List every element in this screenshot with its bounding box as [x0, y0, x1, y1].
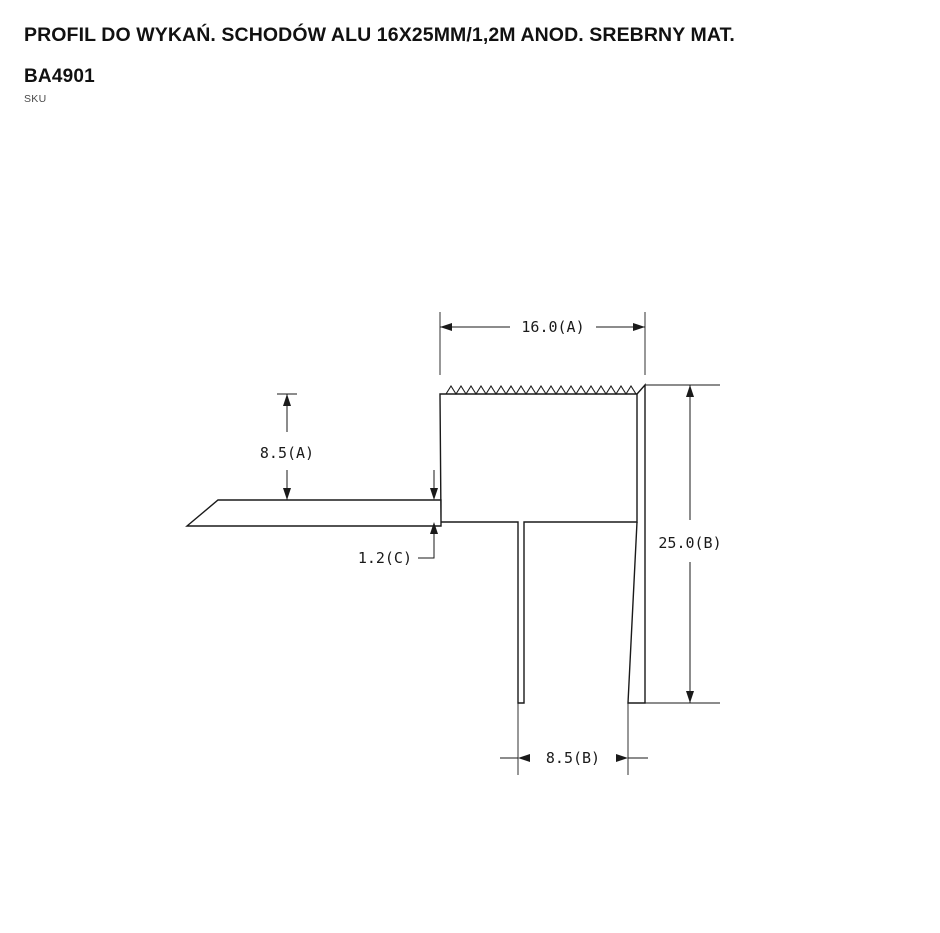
dimension-label-top-width: 16.0(A): [521, 318, 585, 336]
profile-outline: [187, 385, 645, 703]
dimension-label-thickness: 1.2(C): [357, 549, 412, 567]
page-title: PROFIL DO WYKAŃ. SCHODÓW ALU 16X25MM/1,2M ANOD. SREBRNY MAT.: [24, 24, 735, 46]
extension-lines: [285, 312, 720, 775]
serrated-surface: [446, 386, 636, 394]
dimension-label-right-height: 25.0(B): [658, 534, 722, 552]
dimension-label-bottom-width: 8.5(B): [545, 749, 601, 767]
profile-cross-section-svg: [0, 170, 940, 910]
dimension-thickness: [418, 470, 438, 558]
dimension-label-left-height: 8.5(A): [259, 444, 315, 462]
sku-value: BA4901: [24, 66, 95, 88]
technical-drawing: [0, 170, 940, 910]
sku-label: SKU: [24, 93, 47, 106]
product-header: [24, 22, 884, 105]
